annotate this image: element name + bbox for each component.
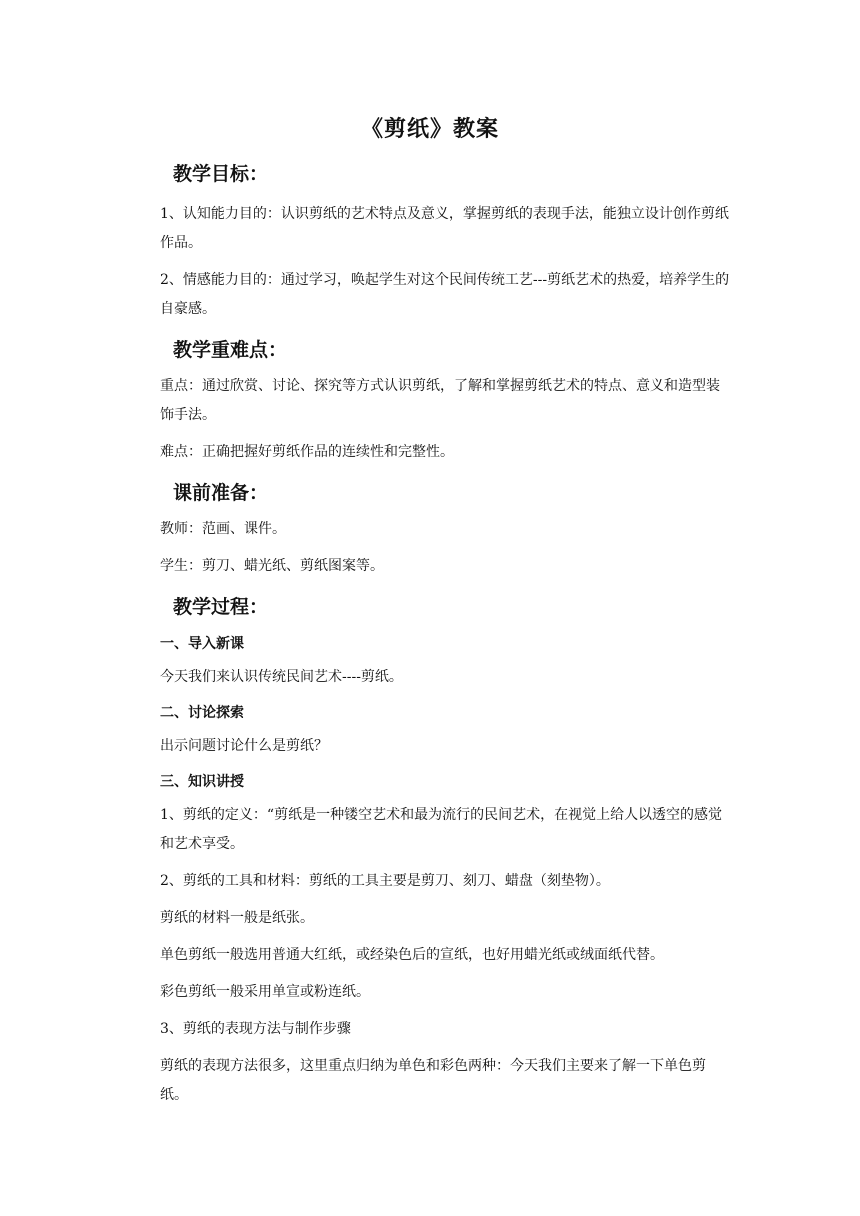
subheading-intro: 一、导入新课 <box>160 636 244 652</box>
paragraph-single-color: 单色剪纸一般选用普通大红纸，或经染色后的宣纸，也好用蜡光纸或绒面纸代替。 <box>160 947 664 963</box>
paragraph-teacher-prep: 教师：范画、课件。 <box>160 521 286 537</box>
paragraph-methods-title: 3、剪纸的表现方法与制作步骤 <box>160 1021 351 1037</box>
paragraph-definition: 1、剪纸的定义：“剪纸是一种镂空艺术和最为流行的民间艺术，在视觉上给人以透空的感觉和艺术享受。 <box>160 807 723 852</box>
heading-preparation: 课前准备： <box>173 482 269 504</box>
heading-teaching-process: 教学过程： <box>173 596 269 618</box>
paragraph-tools: 2、剪纸的工具和材料：剪纸的工具主要是剪刀、刻刀、蜡盘（刻垫物）。 <box>160 873 610 889</box>
paragraph-methods: 剪纸的表现方法很多，这里重点归纳为单色和彩色两种：今天我们主要来了解一下单色剪纸。 <box>160 1058 706 1103</box>
heading-teaching-goals: 教学目标： <box>173 163 269 185</box>
subheading-discussion: 二、讨论探索 <box>160 705 244 721</box>
paragraph-materials: 剪纸的材料一般是纸张。 <box>160 910 314 926</box>
document-title: 《剪纸》教案 <box>360 117 499 142</box>
heading-key-points: 教学重难点： <box>173 339 288 361</box>
subheading-knowledge: 三、知识讲授 <box>160 774 244 790</box>
paragraph-difficult-point: 难点：正确把握好剪纸作品的连续性和完整性。 <box>160 444 454 460</box>
paragraph-goal-2: 2、情感能力目的：通过学习，唤起学生对这个民间传统工艺---剪纸艺术的热爱，培养学生的自豪感。 <box>160 272 730 317</box>
paragraph-discussion: 出示问题讨论什么是剪纸？ <box>160 738 328 754</box>
paragraph-intro: 今天我们来认识传统民间艺术----剪纸。 <box>160 669 403 685</box>
document-body <box>160 158 732 1118</box>
paragraph-key-point: 重点：通过欣赏、讨论、探究等方式认识剪纸，了解和掌握剪纸艺术的特点、意义和造型装饰手法。 <box>160 378 720 423</box>
paragraph-multi-color: 彩色剪纸一般采用单宣或粉连纸。 <box>160 984 370 1000</box>
paragraph-goal-1: 1、认知能力目的：认识剪纸的艺术特点及意义，掌握剪纸的表现手法，能独立设计创作剪纸作品。 <box>160 206 729 251</box>
paragraph-student-prep: 学生：剪刀、蜡光纸、剪纸图案等。 <box>160 558 384 574</box>
